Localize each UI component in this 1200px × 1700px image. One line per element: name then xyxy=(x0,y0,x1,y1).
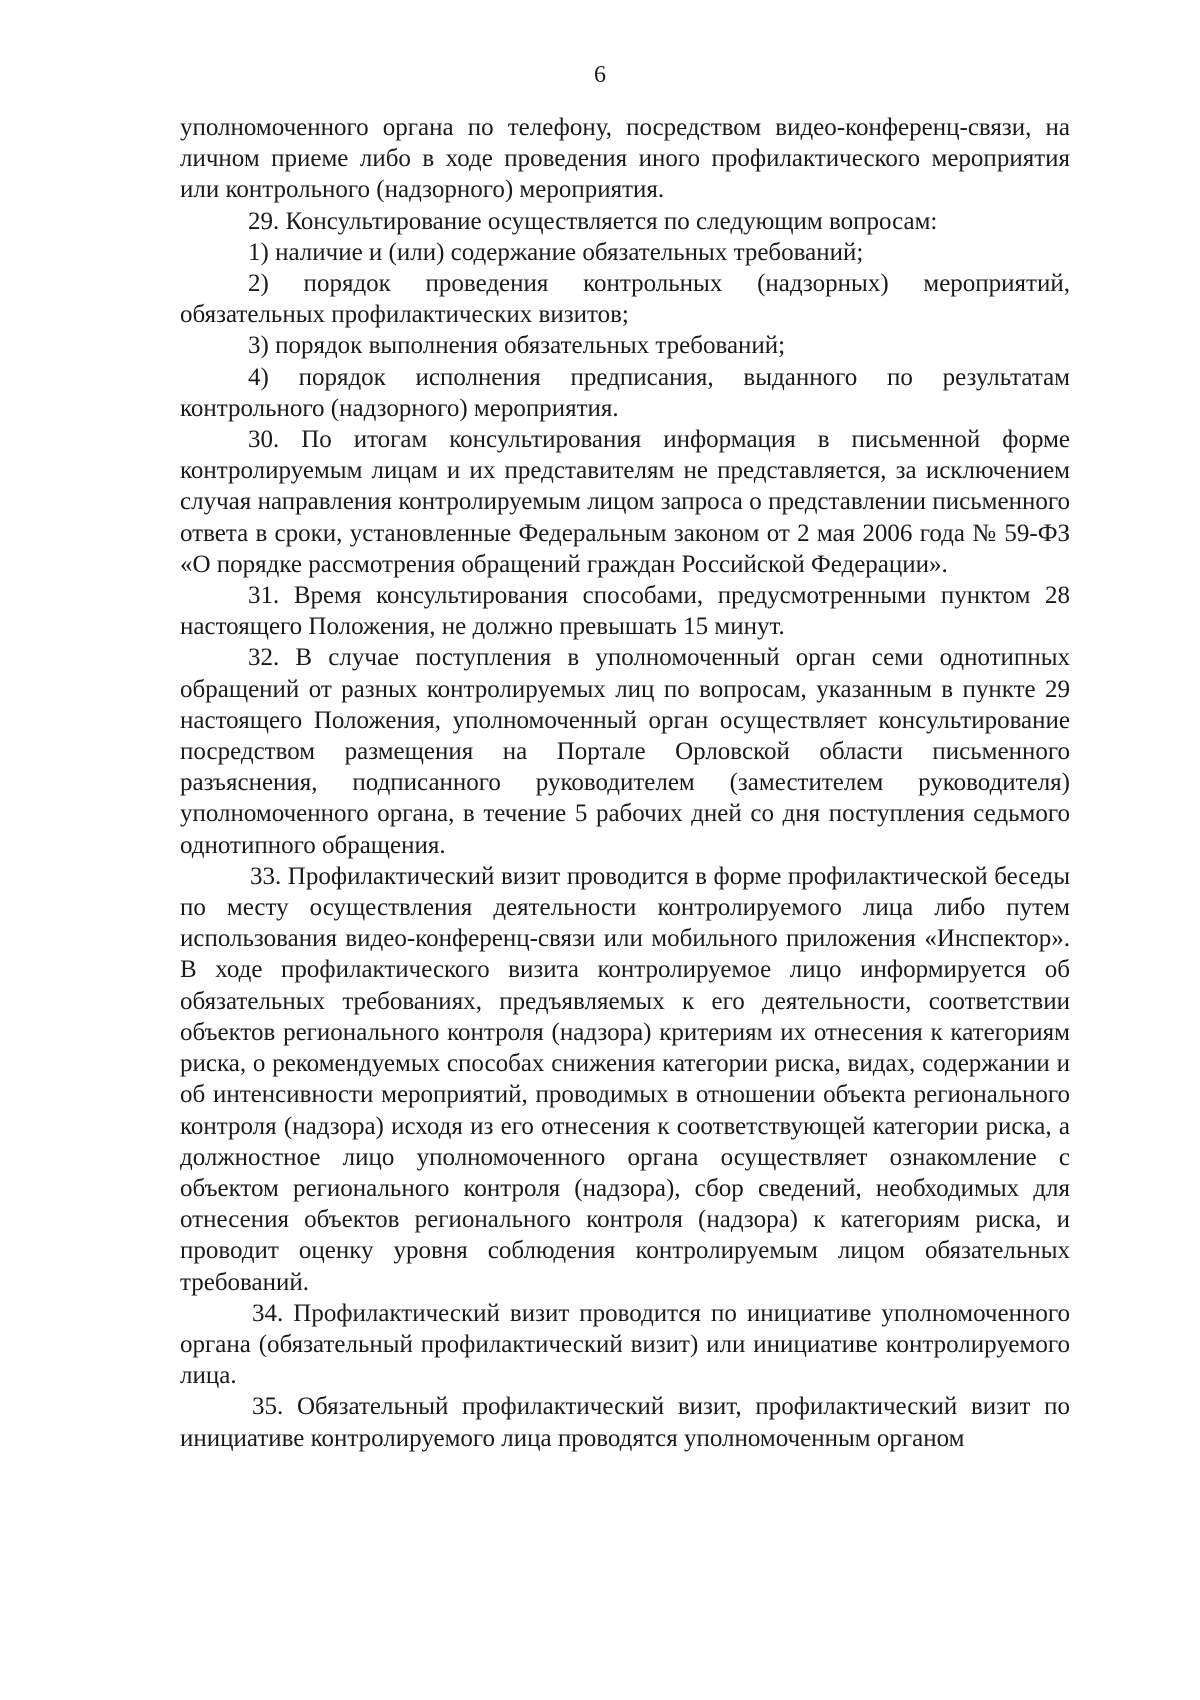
page-number: 6 xyxy=(594,62,606,88)
list-item-3: 3) порядок выполнения обязательных требований; xyxy=(248,332,786,360)
paragraph-34: 34. Профилактический визит проводится по инициативе уполномоченного органа (обязательный профилактический визит) или инициативе контролируемого лица. xyxy=(180,1299,1070,1390)
list-item-2: 2) порядок проведения контрольных (надзорных) мероприятий, обязательных профилактических визитов; xyxy=(180,270,1070,329)
paragraph-29: 29. Консультирование осуществляется по следующим вопросам: xyxy=(248,207,938,235)
paragraph-35: 35. Обязательный профилактический визит, профилактический визит по инициативе контролируемого лица проводятся уполномоченным органом xyxy=(180,1393,1070,1452)
list-item-1: 1) наличие и (или) содержание обязательных требований; xyxy=(248,238,864,266)
paragraph-30: 30. По итогам консультирования информация в письменной форме контролируемым лицам и их представителям не представляется, за исключением случая направления контролируемым лицом запроса о представлении письменного ответа в сроки, установленные Федеральным законом от 2 мая 2006 года № 59-ФЗ «О порядке рассмотрения обращений граждан Российской Федерации». xyxy=(180,426,1070,578)
document-body xyxy=(180,112,1070,1454)
paragraph-32: 32. В случае поступления в уполномоченный орган семи однотипных обращений от разных контролируемых лиц по вопросам, указанным в пункте 29 настоящего Положения, уполномоченный орган осуществляет консультирование посредством размещения на Портале Орловской области письменного разъяснения, подписанного руководителем (заместителем руководителя) уполномоченного органа, в течение 5 рабочих дней со дня поступления седьмого однотипного обращения. xyxy=(180,644,1070,859)
paragraph-31: 31. Время консультирования способами, предусмотренными пунктом 28 настоящего Положения, не должно превышать 15 минут. xyxy=(180,582,1070,641)
paragraph-33: 33. Профилактический визит проводится в форме профилактической беседы по месту осуществления деятельности контролируемого лица либо путем использования видео-конференц-связи или мобильного приложения «Инспектор». В ходе профилактического визита контролируемое лицо информируется об обязательных требованиях, предъявляемых к его деятельности, соответствии объектов регионального контроля (надзора) критериям их отнесения к категориям риска, о рекомендуемых способах снижения категории риска, видах, содержании и об интенсивности мероприятий, проводимых в отношении объекта регионального контроля (надзора) исходя из его отнесения к соответствующей категории риска, а должностное лицо уполномоченного органа осуществляет ознакомление с объектом регионального контроля (надзора), сбор сведений, необходимых для отнесения объектов регионального контроля (надзора) к категориям риска, и проводит оценку уровня соблюдения контролируемым лицом обязательных требований. xyxy=(180,862,1070,1296)
list-item-4: 4) порядок исполнения предписания, выданного по результатам контрольного (надзорного) мероприятия. xyxy=(180,363,1070,422)
paragraph-continuation: уполномоченного органа по телефону, посредством видео-конференц-связи, на личном приеме либо в ходе проведения иного профилактического мероприятия или контрольного (надзорного) мероприятия. xyxy=(180,114,1070,204)
